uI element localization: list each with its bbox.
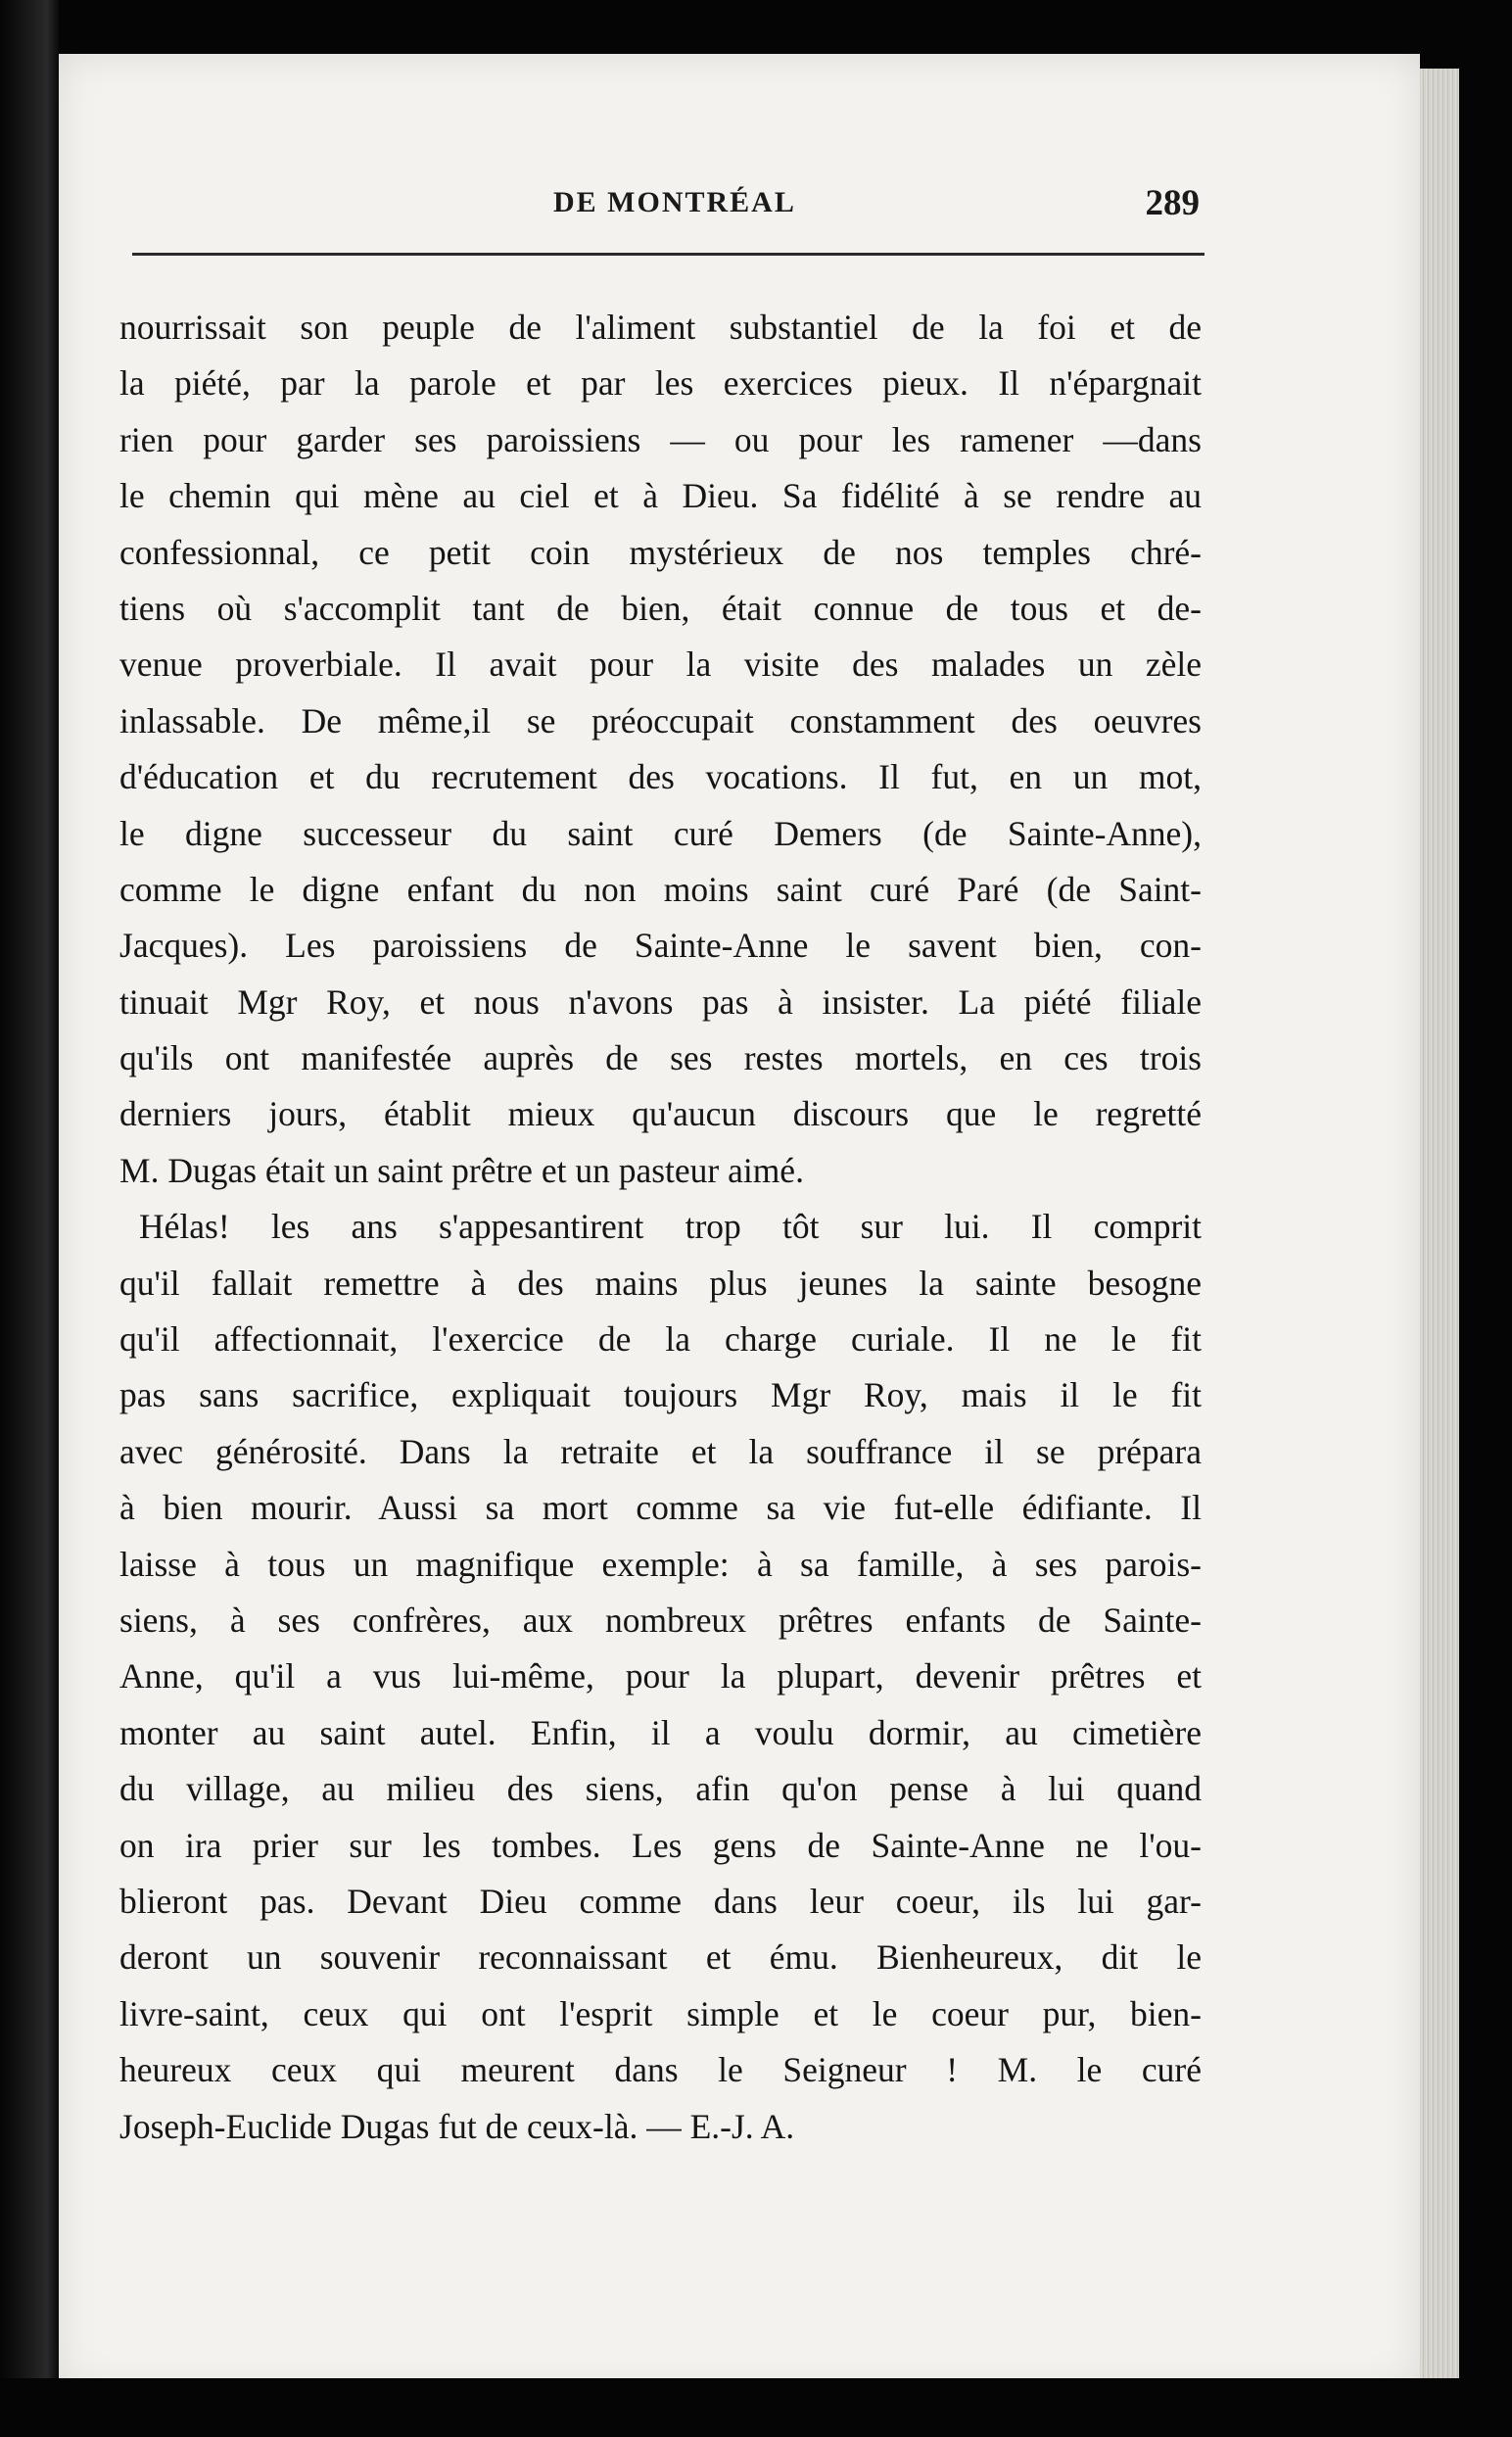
text-line: d'éducation et du recrutement des vocations. Il fut, en un mot, (119, 757, 1202, 797)
text-line: qu'il affectionnait, l'exercice de la charge curiale. Il ne le fit (119, 1319, 1202, 1360)
text-line: Anne, qu'il a vus lui-même, pour la plupart, devenir prêtres et (119, 1656, 1202, 1696)
text-line: qu'il fallait remettre à des mains plus jeunes la sainte besogne (119, 1263, 1202, 1303)
text-line: du village, au milieu des siens, afin qu'on pense à lui quand (119, 1769, 1202, 1809)
text-line: qu'ils ont manifestée auprès de ses restes mortels, en ces trois (119, 1038, 1202, 1078)
running-title: DE MONTRÉAL (553, 186, 796, 218)
text-line: livre-saint, ceux qui ont l'esprit simple et le coeur pur, bien- (119, 1993, 1202, 2033)
text-line: nourrissait son peuple de l'aliment substantiel de la foi et de (119, 308, 1202, 347)
text-line: le digne successeur du saint curé Demers (de Sainte-Anne), (119, 813, 1202, 853)
text-line: venue proverbiale. Il avait pour la visite des malades un zèle (119, 645, 1202, 685)
text-line: laisse à tous un magnifique exemple: à sa famille, à ses parois- (119, 1544, 1202, 1584)
bottom-shadow (0, 2378, 1512, 2437)
body-text (119, 300, 1202, 2155)
text-line: M. Dugas était un saint prêtre et un pasteur aimé. (119, 1150, 804, 1190)
text-line: derniers jours, établit mieux qu'aucun discours que le regretté (119, 1094, 1202, 1134)
text-line: heureux ceux qui meurent dans le Seigneur ! M. le curé (119, 2050, 1202, 2090)
text-line: comme le digne enfant du non moins saint curé Paré (de Saint- (119, 869, 1202, 909)
page-number: 289 (1145, 183, 1200, 223)
text-line: le chemin qui mène au ciel et à Dieu. Sa fidélité à se rendre au (119, 476, 1202, 516)
page-header (132, 183, 1200, 245)
text-line: tinuait Mgr Roy, et nous n'avons pas à insister. La piété filiale (119, 981, 1202, 1022)
text-line: on ira prier sur les tombes. Les gens de Sainte-Anne ne l'ou- (119, 1825, 1202, 1865)
text-line: rien pour garder ses paroissiens — ou pour les ramener —dans (119, 419, 1202, 459)
text-line: siens, à ses confrères, aux nombreux prêtres enfants de Sainte- (119, 1600, 1202, 1640)
text-line: deront un souvenir reconnaissant et ému. Bienheureux, dit le (119, 1937, 1202, 1978)
text-line: confessionnal, ce petit coin mystérieux de nos temples chré- (119, 532, 1202, 572)
text-line: tiens où s'accomplit tant de bien, était connue de tous et de- (119, 588, 1202, 628)
book-binding-shadow (0, 0, 59, 2437)
text-line: Hélas! les ans s'appesantirent trop tôt sur lui. Il comprit (139, 1207, 1202, 1247)
text-line: blieront pas. Devant Dieu comme dans leur coeur, ils lui gar- (119, 1881, 1202, 1921)
text-line: Joseph-Euclide Dugas fut de ceux-là. — E.-J. A. (119, 2106, 795, 2146)
text-line: pas sans sacrifice, expliquait toujours Mgr Roy, mais il le fit (119, 1375, 1202, 1415)
text-line: à bien mourir. Aussi sa mort comme sa vie fut-elle édifiante. Il (119, 1488, 1202, 1528)
text-line: inlassable. De même,il se préoccupait constamment des oeuvres (119, 700, 1202, 741)
header-rule (132, 253, 1205, 256)
text-line: avec générosité. Dans la retraite et la souffrance il se prépara (119, 1431, 1202, 1471)
text-line: monter au saint autel. Enfin, il a voulu dormir, au cimetière (119, 1712, 1202, 1752)
text-line: la piété, par la parole et par les exercices pieux. Il n'épargnait (119, 363, 1202, 404)
text-line: Jacques). Les paroissiens de Sainte-Anne le savent bien, con- (119, 926, 1202, 966)
